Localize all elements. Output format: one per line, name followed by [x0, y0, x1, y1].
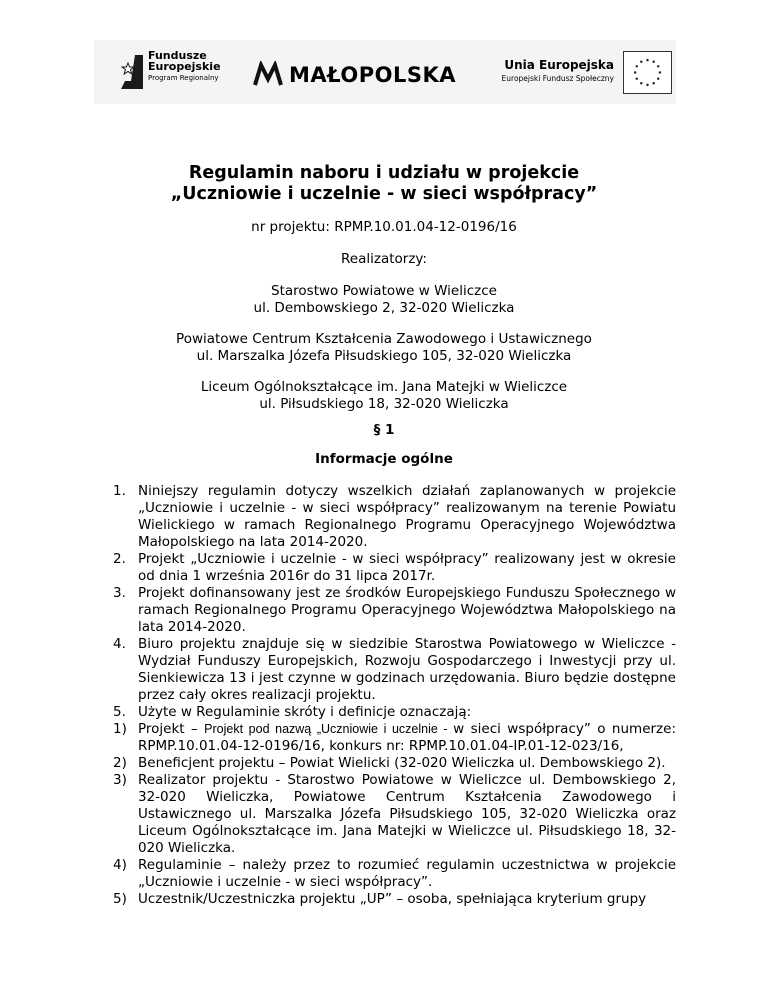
ue-line1: Unia Europejska: [504, 58, 614, 72]
title-line2: „Uczniowie i uczelnie - w sieci współpracy”: [170, 184, 598, 204]
list-item: [113, 483, 676, 551]
section-number: § 1: [373, 422, 395, 438]
eu-flag-star: [646, 84, 648, 86]
org1-address: ul. Dembowskiego 2, 32-020 Wieliczka: [253, 300, 515, 316]
realizatorzy-label: Realizatorzy:: [341, 251, 427, 267]
eu-flag-star: [652, 82, 654, 84]
item-text-c: w sieci współpracy” o numerze: RPMP.10.01.04-12-0196/16, konkurs nr: RPMP.10.01.04-IP.01-12-023/16,: [138, 721, 676, 754]
fe-line1: Fundusze: [148, 49, 207, 62]
fundusze-europejskie-star-icon: [121, 53, 143, 91]
section-title: Informacje ogólne: [315, 451, 453, 467]
list-item: [113, 857, 676, 891]
list-item: [113, 721, 676, 755]
item-text-b: Projekt pod nazwą „Uczniowie i uczelnie -: [204, 722, 454, 736]
fe-line3: Program Regionalny: [148, 74, 219, 82]
malopolska-logo-text: MAŁOPOLSKA: [289, 63, 457, 87]
list-item: [113, 772, 676, 857]
item-text: Projekt dofinansowany jest ze środków Europejskiego Funduszu Społecznego w ramach Regionalnego Programu Operacyjnego Województwa Małopolskiego na lata 2014-2020.: [138, 585, 676, 635]
item-number: 2.: [113, 551, 126, 567]
org3-address: ul. Piłsudskiego 18, 32-020 Wieliczka: [259, 396, 509, 412]
malopolska-logo-icon: [253, 61, 283, 87]
item-number: 3): [113, 772, 127, 788]
item-number: 1.: [113, 483, 126, 499]
eu-flag-star: [659, 71, 661, 73]
item-number: 1): [113, 721, 127, 737]
rules-list: [113, 483, 676, 908]
item-text: Użyte w Regulaminie skróty i definicje oznaczają:: [138, 704, 472, 720]
org2-name: Powiatowe Centrum Kształcenia Zawodowego i Ustawicznego: [176, 331, 592, 347]
item-text: Beneficjent projektu – Powiat Wielicki (32-020 Wieliczka ul. Dembowskiego 2).: [138, 755, 666, 771]
eu-flag-star: [636, 77, 638, 79]
item-text: Niniejszy regulamin dotyczy wszelkich działań zaplanowanych w projekcie „Uczniowie i uczelnie - w sieci współpracy” realizowanym na terenie Powiatu Wielickiego w ramach Regionalnego Programu Operacyjnego Województwa Małopolskiego na lata 2014-2020.: [138, 483, 676, 550]
org1-name: Starostwo Powiatowe w Wieliczce: [271, 283, 497, 299]
org3-name: Liceum Ogólnokształcące im. Jana Matejki w Wieliczce: [200, 379, 568, 395]
eu-flag-star: [636, 65, 638, 67]
list-item: [113, 891, 676, 908]
eu-flag-icon: [623, 51, 672, 94]
item-text-a: Projekt –: [138, 721, 205, 737]
eu-flag-star: [657, 65, 659, 67]
item-number: 5.: [113, 704, 126, 720]
item-number: 5): [113, 891, 127, 907]
eu-flag-star: [652, 61, 654, 63]
item-text: Biuro projektu znajduje się w siedzibie Starostwa Powiatowego w Wieliczce - Wydział Funduszy Europejskich, Rozwoju Gospodarczego i Inwestycji przy ul. Sienkiewicza 13 i jest czynne w godzinach urzędowania. Biuro będzie dostępne przez cały okres realizacji projektu.: [138, 636, 676, 703]
list-item: [113, 551, 676, 585]
list-item: [113, 636, 676, 704]
fe-line2: Europejskie: [148, 60, 221, 73]
eu-flag-star: [640, 82, 642, 84]
org2-address: ul. Marszalka Józefa Piłsudskiego 105, 32-020 Wieliczka: [196, 348, 572, 364]
item-text: Projekt „Uczniowie i uczelnie - w sieci współpracy” realizowany jest w okresie od dnia 1 września 2016r do 31 lipca 2017r.: [138, 551, 676, 584]
item-text: Realizator projektu - Starostwo Powiatowe w Wieliczce ul. Dembowskiego 2, 32-020 Wieliczka, Powiatowe Centrum Kształcenia Zawodowego i Ustawicznego ul. Marszalka Józefa Piłsudskiego 105, 32-020 Wieliczka oraz Liceum Ogólnokształcące im. Jana Matejki w Wieliczce ul. Piłsudskiego 18, 32-020 Wieliczka.: [138, 772, 676, 856]
unia-europejska-logo-text: [497, 58, 614, 85]
item-number: 3.: [113, 585, 126, 601]
list-item: [113, 704, 676, 721]
item-text: Regulaminie – należy przez to rozumieć regulamin uczestnictwa w projekcie „Uczniowie i uczelnie - w sieci współpracy”.: [138, 857, 676, 890]
eu-flag-star: [657, 77, 659, 79]
item-number: 2): [113, 755, 127, 771]
title-line1: Regulamin naboru i udziału w projekcie: [188, 163, 580, 183]
item-text: [138, 721, 676, 755]
ue-line2: Europejski Fundusz Społeczny: [501, 74, 614, 83]
item-text: Uczestnik/Uczestniczka projektu „UP” – osoba, spełniająca kryterium grupy: [138, 891, 647, 907]
eu-flag-star: [640, 61, 642, 63]
item-number: 4): [113, 857, 127, 873]
fundusze-europejskie-logo-text: [148, 50, 221, 84]
item-number: 4.: [113, 636, 126, 652]
eu-flag-star: [634, 71, 636, 73]
project-number: nr projektu: RPMP.10.01.04-12-0196/16: [251, 219, 517, 235]
eu-flag-star: [646, 59, 648, 61]
list-item: [113, 585, 676, 636]
list-item: [113, 755, 676, 772]
